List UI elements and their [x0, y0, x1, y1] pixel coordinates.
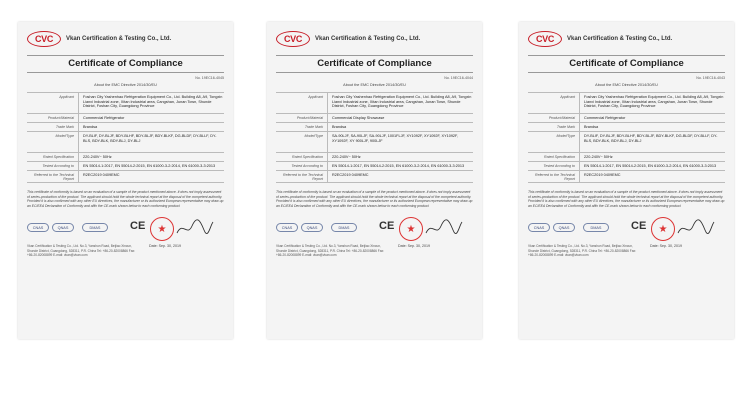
field-label: Referred to the Technical Report [27, 171, 79, 182]
field-label: Model/Type [528, 132, 580, 152]
field-product [27, 114, 224, 123]
field-value: R2EC2019 0409EMC [584, 173, 621, 177]
field-product [528, 114, 725, 123]
field-applicant [276, 93, 473, 114]
certificate-title: Certificate of Compliance [276, 55, 473, 73]
certificate-title: Certificate of Compliance [27, 55, 224, 73]
field-label: Applicant [27, 93, 79, 113]
field-label: Product/Material [27, 114, 79, 122]
certificate-footer [27, 217, 224, 267]
field-label: Rated Specification [27, 153, 79, 161]
issue-date: Date: Sep. 30, 2019 [650, 244, 682, 249]
certificate-header [27, 30, 224, 48]
field-rated [27, 153, 224, 162]
field-applicant [27, 93, 224, 114]
field-value: Brandsa [83, 125, 98, 129]
certificate-title: Certificate of Compliance [528, 55, 725, 73]
field-rated [528, 153, 725, 162]
certificate-header [528, 30, 725, 48]
field-value: Commercial Display Showcase [332, 116, 385, 120]
cnas-mark: CNAS [27, 223, 49, 232]
certificate-header [276, 30, 473, 48]
field-rated [276, 153, 473, 162]
field-label: Model/Type [276, 132, 328, 152]
issue-date: Date: Sep. 30, 2019 [149, 244, 181, 249]
field-label: Product/Material [276, 114, 328, 122]
field-report [27, 171, 224, 183]
field-label: Trade Mark [528, 123, 580, 131]
field-value: Brandsa [332, 125, 347, 129]
field-label: Tested According to [27, 162, 79, 170]
field-value: Foshan City Yashenhao Refrigeration Equipment Co., Ltd. Building A8, A9, Tongxin Lianxi Industrial zone, Xitan Industrial area, Cangshan, Junan Town, Shunde District, Foshan City, Guangdong Province [83, 95, 223, 109]
company-name: Vkan Certification & Testing Co., Ltd. [66, 36, 172, 42]
certificate-number: No. 19EC16-4044 [444, 76, 473, 80]
qnas-mark: QNAS [301, 223, 323, 232]
certificate-fields [528, 92, 725, 183]
field-tested [27, 162, 224, 171]
field-value: DY-BLIF, DY-BLJF, BDY-BLHF, BDY-BLJF, BDY-BLKF, DG-BLDF, DY-BLLF, DY-BLS, BDY-BLK, BDY-BLJ, DY-BLJ [584, 134, 718, 143]
field-model [528, 132, 725, 153]
ce-mark: CE [631, 220, 647, 233]
cvc-logo: CVC [27, 31, 61, 47]
field-label: Referred to the Technical Report [276, 171, 328, 182]
cvc-logo: CVC [528, 31, 562, 47]
field-trademark [276, 123, 473, 132]
field-label: Rated Specification [276, 153, 328, 161]
field-label: Rated Specification [528, 153, 580, 161]
field-value: Commercial Refrigerator [584, 116, 626, 120]
field-label: Referred to the Technical Report [528, 171, 580, 182]
field-value: R2EC2019 0409EMC [332, 173, 369, 177]
footer-address: Vkan Certification & Testing Co., Ltd. No.3, Yanshun Road, Beijiao Xincun, Shunde District, Guangdong, 528311, P.R. China Tel: +86-20-82008866 Fax: +86-20-82008899 E-mail: vkan@vkan.com [528, 244, 637, 257]
signature-icon [175, 217, 215, 239]
signature-icon [424, 217, 464, 239]
certificate-footer [276, 217, 473, 267]
certificate-footer [528, 217, 725, 267]
field-model [276, 132, 473, 153]
field-product [276, 114, 473, 123]
directive-line: About the EMC Directive 2014/30/EU [595, 83, 658, 87]
field-value: Commercial Refrigerator [83, 116, 125, 120]
field-report [276, 171, 473, 183]
dmas-mark: DMAS [583, 223, 609, 232]
field-model [27, 132, 224, 153]
field-label: Tested According to [276, 162, 328, 170]
certificate-2 [267, 22, 482, 339]
field-report [528, 171, 725, 183]
cvc-logo: CVC [276, 31, 310, 47]
certificate-fields [27, 92, 224, 183]
red-seal: ★ [651, 217, 675, 241]
directive-line: About the EMC Directive 2014/30/EU [343, 83, 406, 87]
certificate-number: No. 19EC16-4043 [696, 76, 725, 80]
qnas-mark: QNAS [52, 223, 74, 232]
conformity-note: This certificate of conformity is based on an evaluation of a sample of the product mentioned above. It does not imply assessment of series-production of the product. The applicant should hold the whole technical report at the disposal of the competent authority. Provided it is also confirmed with any other EU directives, the manufacturer or its authorized European representative may draw up an EC/EEA Declaration of Conformity and affix the CE-mark shown below to each conforming product. [276, 190, 473, 208]
footer-address: Vkan Certification & Testing Co., Ltd. No.3, Yanshun Road, Beijiao Xincun, Shunde District, Guangdong, 528311, P.R. China Tel: +86-20-82008866 Fax: +86-20-82008899 E-mail: vkan@vkan.com [276, 244, 385, 257]
ce-mark: CE [379, 220, 395, 233]
field-label: Applicant [528, 93, 580, 113]
directive-line: About the EMC Directive 2014/30/EU [94, 83, 157, 87]
qnas-mark: QNAS [553, 223, 575, 232]
field-label: Model/Type [27, 132, 79, 152]
field-value: 220-240V~ 50Hz [83, 155, 112, 159]
footer-address: Vkan Certification & Testing Co., Ltd. No.3, Yanshun Road, Beijiao Xincun, Shunde District, Guangdong, 528311, P.R. China Tel: +86-20-82008866 Fax: +86-20-82008899 E-mail: vkan@vkan.com [27, 244, 136, 257]
signature-icon [676, 217, 716, 239]
dmas-mark: DMAS [331, 223, 357, 232]
field-applicant [528, 93, 725, 114]
field-value: DY-BLIF, DY-BLJF, BDY-BLHF, BDY-BLJF, BDY-BLKF, DG-BLDF, DY-BLLF, DY-BLS, BDY-BLK, BDY-BLJ, DY-BLJ [83, 134, 217, 143]
field-trademark [27, 123, 224, 132]
dmas-mark: DMAS [82, 223, 108, 232]
cnas-mark: CNAS [276, 223, 298, 232]
field-label: Product/Material [528, 114, 580, 122]
field-value: SA-90LJF, SA-90LJF, SA-90LJF, 1001FLJF, XY1092F, XY1092F, XY1092F, XY1092F, XY 900LJF, 900LJF [332, 134, 458, 143]
field-value: R2EC2019 0409EMC [83, 173, 120, 177]
field-value: 220-240V~ 50Hz [584, 155, 613, 159]
company-name: Vkan Certification & Testing Co., Ltd. [315, 36, 421, 42]
field-value: EN 55014-1:2017, EN 55014-2:2015, EN 61000-3-2:2014, EN 61000-3-3:2013 [584, 164, 717, 168]
ce-mark: CE [130, 220, 146, 233]
field-label: Trade Mark [276, 123, 328, 131]
conformity-note: This certificate of conformity is based on an evaluation of a sample of the product mentioned above. It does not imply assessment of series-production of the product. The applicant should hold the whole technical report at the disposal of the competent authority. Provided it is also confirmed with any other EU directives, the manufacturer or its authorized European representative may draw up an EC/EEA Declaration of Conformity and affix the CE-mark shown below to each conforming product. [528, 190, 725, 208]
field-value: Foshan City Yashenhao Refrigeration Equipment Co., Ltd. Building A8, A9, Tongxin Lianxi Industrial zone, Xitan Industrial area, Cangshan, Junan Town, Shunde District, Foshan City, Guangdong Province [332, 95, 472, 109]
certificate-fields [276, 92, 473, 183]
conformity-note: This certificate of conformity is based on an evaluation of a sample of the product mentioned above. It does not imply assessment of series-production of the product. The applicant should hold the whole technical report at the disposal of the competent authority. Provided it is also confirmed with any other EU directives, the manufacturer or its authorized European representative may draw up an EC/EEA Declaration of Conformity and affix the CE-mark shown below to each conforming product. [27, 190, 224, 208]
cnas-mark: CNAS [528, 223, 550, 232]
field-tested [528, 162, 725, 171]
field-value: EN 55014-1:2017, EN 55014-2:2015, EN 61000-3-2:2014, EN 61000-3-3:2013 [83, 164, 216, 168]
field-label: Tested According to [528, 162, 580, 170]
red-seal: ★ [150, 217, 174, 241]
field-label: Applicant [276, 93, 328, 113]
certificate-3 [519, 22, 734, 339]
field-value: EN 55014-1:2017, EN 55014-2:2015, EN 61000-3-2:2014, EN 61000-3-3:2013 [332, 164, 465, 168]
field-tested [276, 162, 473, 171]
company-name: Vkan Certification & Testing Co., Ltd. [567, 36, 673, 42]
field-label: Trade Mark [27, 123, 79, 131]
red-seal: ★ [399, 217, 423, 241]
field-trademark [528, 123, 725, 132]
issue-date: Date: Sep. 30, 2019 [398, 244, 430, 249]
certificate-1 [18, 22, 233, 339]
certificate-number: No. 19EC16-4045 [195, 76, 224, 80]
field-value: 220-240V~ 50Hz [332, 155, 361, 159]
field-value: Brandsa [584, 125, 599, 129]
field-value: Foshan City Yashenhao Refrigeration Equipment Co., Ltd. Building A8, A9, Tongxin Lianxi Industrial zone, Xitan Industrial area, Cangshan, Junan Town, Shunde District, Foshan City, Guangdong Province [584, 95, 724, 109]
